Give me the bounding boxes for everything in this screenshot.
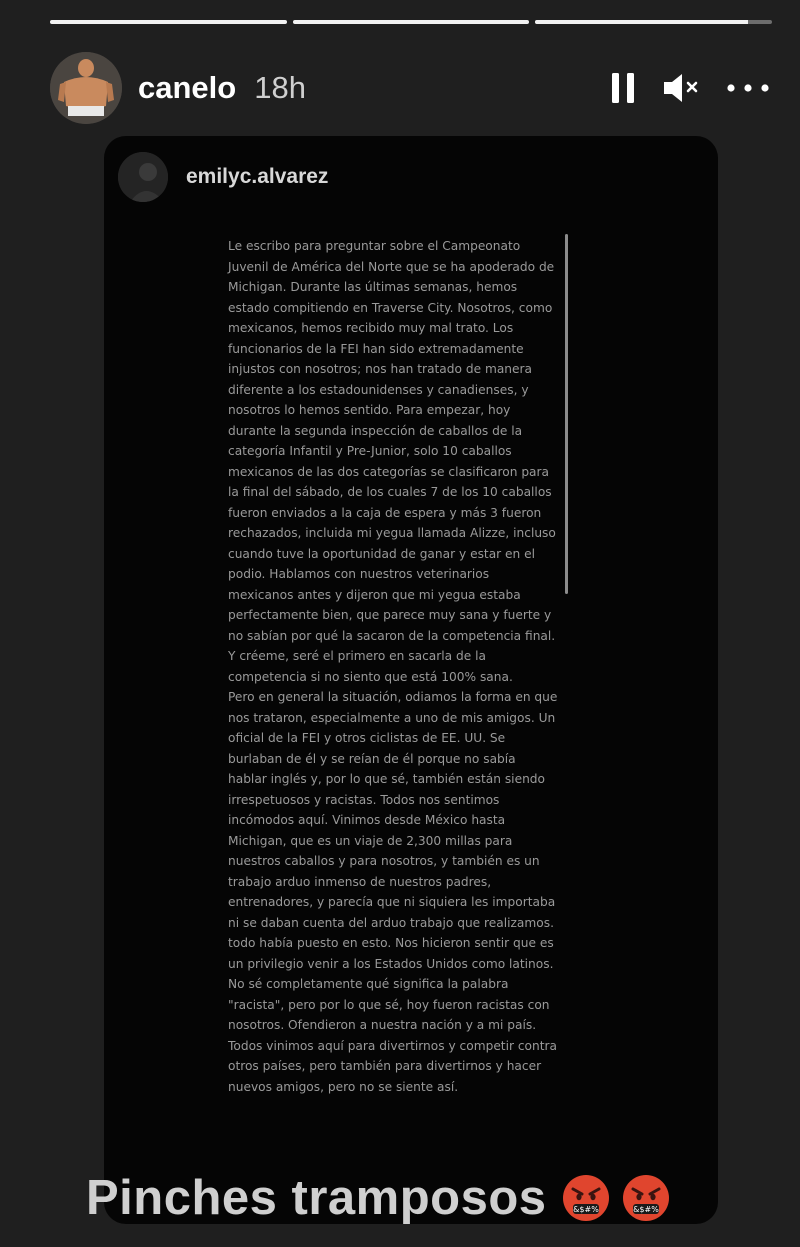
- story-caption: [86, 1170, 671, 1226]
- progress-fill-2: [293, 20, 530, 24]
- reposted-avatar[interactable]: [118, 152, 168, 202]
- letter-text: [228, 236, 558, 1097]
- letter-paragraph-1: Le escribo para preguntar sobre el Campeonato Juvenil de América del Norte que se ha apoderado de Michigan. Durante las últimas semanas, hemos estado compitiendo en Traverse City. Nosotros, como mexicanos, hemos recibido muy mal trato. Los funcionarios de la FEI han sido extremadamente injustos con nosotros; nos han tratado de manera diferente a los estadounidenses y canadienses, y nosotros lo hemos sentido. Para empezar, hoy durante la segunda inspección de caballos de la categoría Infantil y Pre-Junior, solo 10 caballos mexicanos de las dos categorías se clasificaron para la final del sábado, de los cuales 7 de los 10 caballos fueron enviados a la caja de espera y más 3 fueron rechazados, incluida mi yegua llamada Alizze, incluso cuando tuve la oportunidad de ganar y estar en el podio. Hablamos con nuestros veterinarios mexicanos antes y dijeron que mi yegua estaba perfectamente bien, que parece muy sana y fuerte y no sabían por qué la sacaron de la competencia final. Y créeme, seré el primero en sacarla de la competencia si no siento que está 100% sana.: [228, 239, 556, 684]
- reposted-username[interactable]: emilyc.alvarez: [186, 165, 329, 188]
- more-icon[interactable]: [726, 83, 770, 93]
- progress-fill-3: [535, 20, 748, 24]
- reposted-story-card[interactable]: [104, 136, 718, 1224]
- mute-icon[interactable]: [662, 71, 700, 105]
- letter-paragraph-2: Pero en general la situación, odiamos la forma en que nos trataron, especialmente a uno de mis amigos. Un oficial de la FEI y otros ciclistas de EE. UU. Se burlaban de él y se reían de él porque no sabía hablar inglés y, por lo que sé, también están siendo irrespetuosos y racistas. Todos nos sentimos incómodos aquí. Vinimos desde México hasta Michigan, que es un viaje de 2,300 millas para nuestros caballos y para nosotros, y también es un trabajo arduo inmenso de nuestros padres, entrenadores, y parecía que ni siquiera les importaba ni se daban cuenta del arduo trabajo que realizamos. todo había puesto en esto. Nos hicieron sentir que es un privilegio venir a los Estados Unidos como latinos. No sé completamente qué significa la palabra "racista", pero por lo que sé, hoy fueron racistas con nosotros. Ofendieron a nuestra nación y a mi país. Todos vinimos aquí para divertirnos y competir contra otros países, pero también para divertirnos y hacer nuevos amigos, pero no se siente así.: [228, 690, 558, 1094]
- progress-segment-1: [50, 20, 287, 24]
- reposted-avatar-image: [118, 152, 168, 202]
- progress-fill-1: [50, 20, 287, 24]
- story-progress: [50, 20, 772, 24]
- progress-segment-3: [535, 20, 772, 24]
- progress-segment-2: [293, 20, 530, 24]
- letter-scrollbar[interactable]: [565, 234, 568, 594]
- reposted-header: [118, 152, 328, 202]
- svg-text:&$#%: &$#%: [572, 1205, 599, 1214]
- story-timestamp: 18h: [254, 70, 306, 105]
- caption-text: Pinches tramposos: [86, 1171, 547, 1225]
- story-username[interactable]: canelo: [138, 70, 237, 105]
- pause-icon[interactable]: [610, 71, 636, 105]
- avatar[interactable]: [50, 52, 122, 124]
- story-controls: [610, 71, 770, 105]
- cursing-face-icon: [561, 1173, 611, 1223]
- cursing-face-icon: [621, 1173, 671, 1223]
- story-header: [50, 52, 770, 124]
- avatar-image: [50, 52, 122, 124]
- svg-text:&$#%: &$#%: [632, 1205, 659, 1214]
